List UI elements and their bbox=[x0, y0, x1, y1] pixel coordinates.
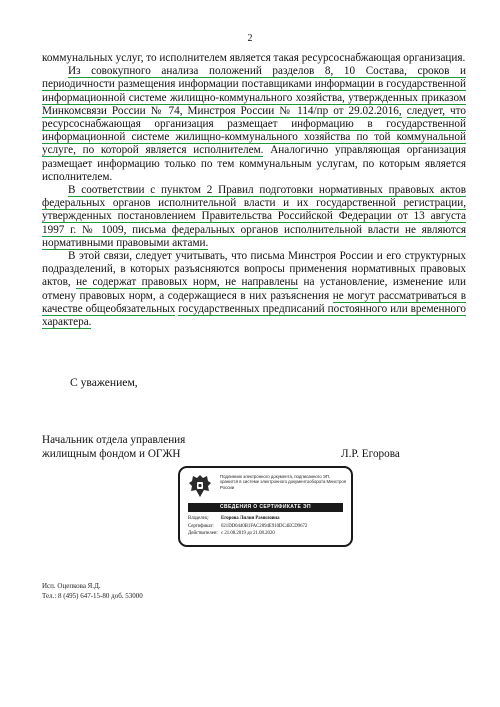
page-number: 2 bbox=[247, 33, 253, 44]
paragraph-4-text: на установление, изменение или отмену правовых норм, а содержащиеся в них разъяснения bbox=[42, 276, 466, 302]
stamp-owner-value: Егорова Лилия Рамиловна bbox=[221, 516, 280, 521]
signatory-title-line: Начальник отдела управления bbox=[42, 434, 186, 446]
closing-phrase: С уважением, bbox=[70, 376, 138, 389]
stamp-details bbox=[188, 515, 348, 538]
paragraph-2-text: Аналогично управляющая организация размещает информацию только по тем коммунальным услугам, по которым является исполнителем. bbox=[42, 144, 466, 183]
coat-of-arms-icon bbox=[188, 473, 212, 499]
executor-info bbox=[42, 581, 143, 601]
signatory-title bbox=[42, 434, 185, 461]
highlighted-text: не могут рассматриваться в качестве общеобязательных bbox=[42, 289, 467, 315]
stamp-validity-row bbox=[188, 530, 348, 538]
letter-body bbox=[42, 52, 466, 329]
e-signature-stamp bbox=[178, 466, 353, 547]
signatory-title-line: жилищным фондом и ОГЖН bbox=[42, 447, 181, 460]
executor-phone: Тел.: 8 (495) 647-15-80 доб. 53000 bbox=[42, 592, 143, 600]
signatory-name: Л.Р. Егорова bbox=[341, 448, 400, 460]
highlighted-text: Из совокупного анализа положений разделов 8, 10 Состава, сроков и периодичности размещения информации поставщиками информации в государственной информационной системе жилищно-коммунального хозяйства, утвержденных приказом Минкомсвязи России № 74, Минстроя России № 114/пр от 29.02.2016, bbox=[42, 65, 466, 117]
paragraph-1 bbox=[42, 52, 466, 65]
stamp-owner-row bbox=[188, 515, 348, 523]
paragraph-1-text: коммунальных услуг, то исполнителем является такая ресурсоснабжающая организация. bbox=[42, 52, 466, 64]
highlighted-text: не содержат правовых норм, не направлены bbox=[76, 276, 299, 289]
paragraph-4-text: В этой связи, следует учитывать, что письма Минстроя России и его структурных подразделений, в которых разъясняются вопросы применения нормативных правовых актов, bbox=[42, 250, 466, 289]
stamp-certificate-row bbox=[188, 523, 348, 531]
stamp-owner-label: Владелец: bbox=[188, 516, 209, 521]
paragraph-2 bbox=[42, 65, 466, 184]
stamp-certificate-label: Сертификат: bbox=[188, 523, 214, 529]
paragraph-4 bbox=[42, 250, 466, 329]
executor-name: Исп. Оцепкова Я.Д. bbox=[42, 582, 101, 590]
highlighted-text: государственных предписаний постоянного или временного характера. bbox=[42, 302, 466, 329]
stamp-validity-value: с 21.08.2019 до 21.08.2020 bbox=[221, 531, 275, 537]
highlighted-text: В соответствии с пунктом 2 Правил подготовки нормативных правовых актов федеральных органов исполнительной власти и их государственной регистрации, утвержденных постановлением Правительства Российской Федерации от 13 августа 1997 г. № 1009, письма федеральных органов исполнительной власти не являются нормативными правовыми актами. bbox=[42, 184, 466, 249]
stamp-certificate-value: 021DD0440B1FAC2894E910DC4ECD9672 bbox=[221, 523, 308, 529]
highlighted-text: следует, что ресурсоснабжающая организация размещает информацию в государственной информационной системе жилищно-коммунального хозяйства по той коммунальной услуге, по которой является исполнителем. bbox=[42, 104, 466, 157]
paragraph-3 bbox=[42, 184, 466, 250]
stamp-validity-label: Действителен: bbox=[188, 531, 218, 537]
stamp-notice: Подлинник электронного документа, подписанного ЭП, хранится в системе электронного документооборота Минстроя России bbox=[220, 474, 347, 490]
stamp-header: СВЕДЕНИЯ О СЕРТИФИКАТЕ ЭП bbox=[188, 503, 343, 512]
